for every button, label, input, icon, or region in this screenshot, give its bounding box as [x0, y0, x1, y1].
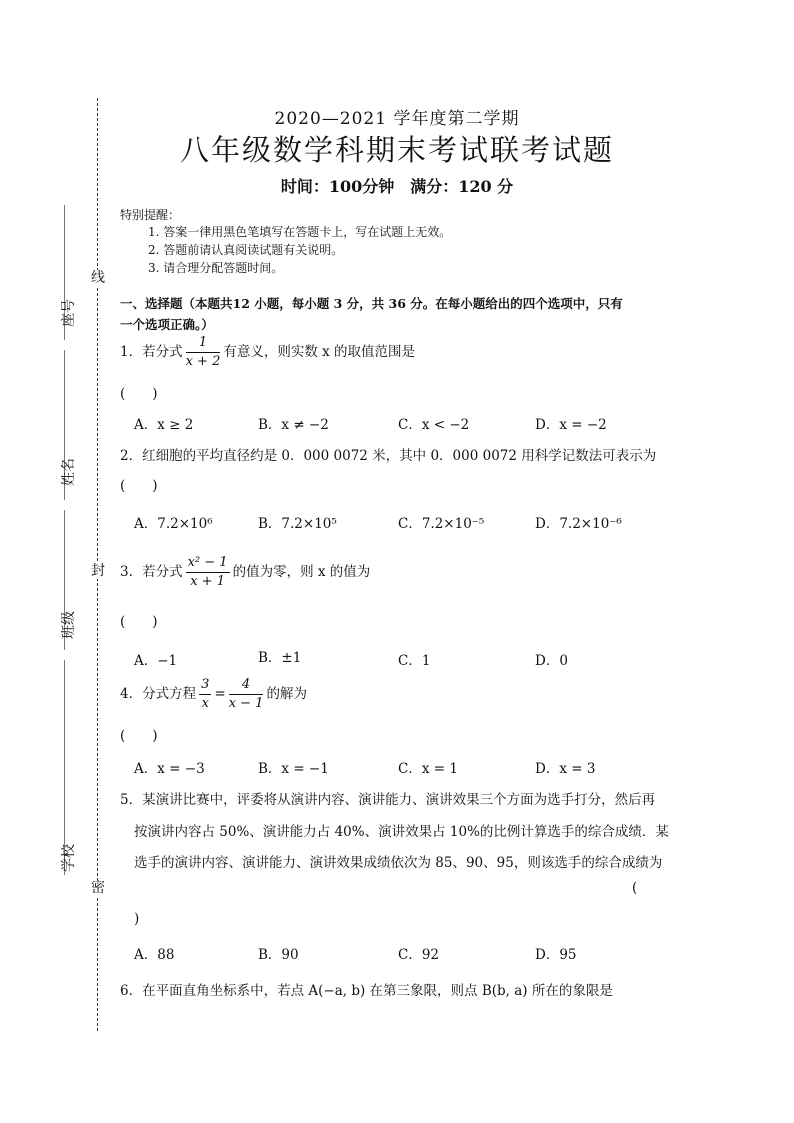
- tip-item: 1. 答案一律用黑色笔填写在答题卡上，写在试题上无效。: [148, 225, 452, 239]
- option-d: D．7.2×10⁻⁶: [535, 516, 622, 532]
- tips-heading: 特别提醒：: [120, 208, 181, 222]
- year-line: 2020—2021 学年度第二学期: [274, 109, 520, 129]
- fraction: $\frac{4}{x - 1}$: [228, 677, 264, 711]
- option-d: D．x = −2: [535, 417, 607, 433]
- option-a: A．88: [134, 947, 175, 963]
- section-instruction: 一、选择题（本题共12 小题，每小题 3 分，共 36 分。在每小题给出的四个选项中，只有 一个选项正确。）: [120, 296, 623, 332]
- school-label: 学校: [61, 844, 77, 872]
- tip-item: 2. 答题前请认真阅读试题有关说明。: [148, 243, 344, 257]
- cut-char-feng: 封: [91, 563, 105, 579]
- cut-char-xian: 线: [91, 270, 105, 286]
- fraction: $\frac{3}{x}$: [201, 677, 210, 711]
- option-d: D．x = 3: [535, 761, 596, 777]
- exam-title: 八年级数学科期末考试联考试题: [179, 133, 614, 167]
- name-label: 姓名: [61, 458, 77, 486]
- option-c: C．x < −2: [398, 417, 470, 433]
- answer-paren: ( ): [120, 614, 158, 630]
- option-a: A．x ≥ 2: [134, 417, 194, 433]
- question-5-line2: 按演讲内容占 50%、演讲能力占 40%、演讲效果占 10%的比例计算选手的综合成绩．某: [134, 824, 669, 840]
- option-a: A．x = −3: [134, 761, 205, 777]
- cut-char-mi: 密: [91, 880, 105, 896]
- answer-paren: ( ): [120, 478, 158, 494]
- question-2: 2．红细胞的平均直径约是 0．000 0072 米，其中 0．000 0072 用科学记数法可表示为: [120, 448, 657, 464]
- question-5-line3: 选手的演讲内容、演讲能力、演讲效果成绩依次为 85、90、95，则该选手的综合成绩为: [134, 855, 663, 871]
- fraction: $\frac{1}{x + 2}$: [185, 335, 221, 369]
- seat-number-label: 座号: [61, 299, 77, 327]
- answer-paren: ( ): [120, 386, 158, 402]
- question-3: 3．若分式 $\frac{\text{x² − 1}}{x + 1}$ 的值为零，则 x 的值为: [120, 555, 371, 589]
- question-1: 1．若分式 $\frac{1}{x + 2}$ 有意义，则实数 x 的取值范围是: [120, 335, 416, 369]
- option-a: A．−1: [134, 653, 178, 669]
- option-c: C．x = 1: [398, 761, 458, 777]
- fraction: $\frac{\text{x² − 1}}{x + 1}$: [187, 555, 228, 589]
- question-5-line1: 5．某演讲比赛中，评委将从演讲内容、演讲能力、演讲效果三个方面为选手打分，然后再: [120, 792, 656, 808]
- option-b: B．90: [258, 947, 299, 963]
- option-c: C．1: [398, 653, 431, 669]
- tip-item: 3. 请合理分配答题时间。: [148, 261, 284, 275]
- option-c: C．92: [398, 947, 440, 963]
- option-a: A．7.2×10⁶: [134, 516, 213, 532]
- option-c: C．7.2×10⁻⁵: [398, 516, 485, 532]
- class-label: 班级: [61, 611, 77, 639]
- question-6: 6．在平面直角坐标系中，若点 A(−a, b) 在第三象限，则点 B(b, a) 所在的象限是: [120, 983, 613, 999]
- option-b: B．±1: [258, 650, 302, 666]
- time-score-line: 时间：100分钟 满分：120 分: [280, 177, 514, 196]
- option-d: D．95: [535, 947, 577, 963]
- option-d: D．0: [535, 653, 568, 669]
- option-b: B．7.2×10⁵: [258, 516, 337, 532]
- answer-paren: ( ): [120, 728, 158, 744]
- question-4: 4．分式方程 $\frac{3}{x}$ = $\frac{4}{x - 1}$ 的解为: [120, 677, 307, 711]
- option-b: B．x ≠ −2: [258, 417, 329, 433]
- answer-paren-close: ): [134, 911, 140, 927]
- option-b: B．x = −1: [258, 761, 329, 777]
- answer-paren-open: (: [632, 880, 638, 896]
